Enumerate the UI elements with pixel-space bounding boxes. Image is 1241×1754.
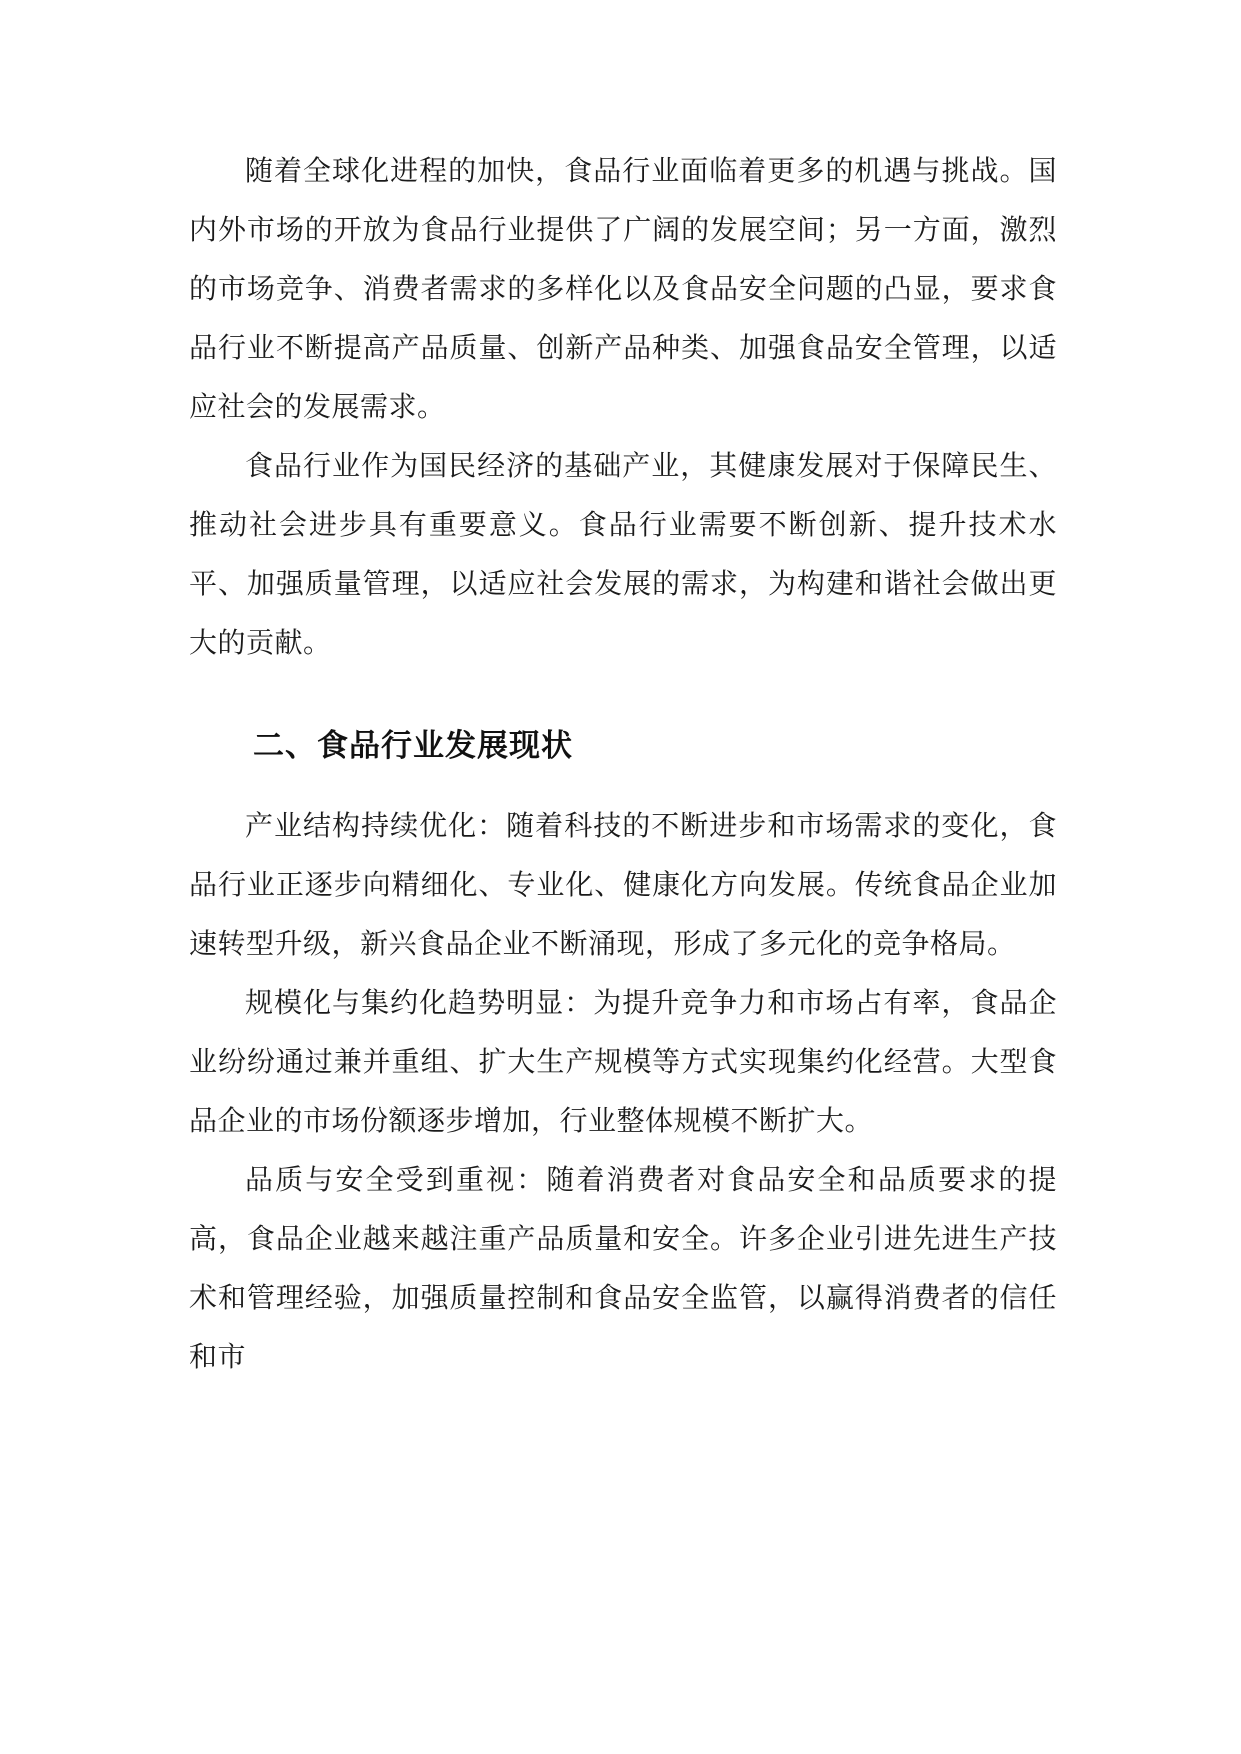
section-heading: 二、食品行业发展现状 — [253, 728, 573, 764]
section-paragraph: 产业结构持续优化：随着科技的不断进步和市场需求的变化，食品行业正逐步向精细化、专业化、健康化方向发展。传统食品企业加速转型升级，新兴食品企业不断涌现，形成了多元化的竞争格局。 — [189, 809, 1057, 960]
document-body — [189, 141, 1057, 1386]
intro-paragraph: 食品行业作为国民经济的基础产业，其健康发展对于保障民生、推动社会进步具有重要意义。食品行业需要不断创新、提升技术水平、加强质量管理，以适应社会发展的需求，为构建和谐社会做出更大的贡献。 — [189, 449, 1057, 659]
section-paragraph: 规模化与集约化趋势明显：为提升竞争力和市场占有率，食品企业纷纷通过兼并重组、扩大生产规模等方式实现集约化经营。大型食品企业的市场份额逐步增加，行业整体规模不断扩大。 — [189, 986, 1057, 1137]
section-paragraph: 品质与安全受到重视：随着消费者对食品安全和品质要求的提高，食品企业越来越注重产品质量和安全。许多企业引进先进生产技术和管理经验，加强质量控制和食品安全监管，以赢得消费者的信任和市 — [189, 1163, 1057, 1373]
intro-paragraph: 随着全球化进程的加快，食品行业面临着更多的机遇与挑战。国内外市场的开放为食品行业提供了广阔的发展空间；另一方面，激烈的市场竞争、消费者需求的多样化以及食品安全问题的凸显，要求食品行业不断提高产品质量、创新产品种类、加强食品安全管理，以适应社会的发展需求。 — [189, 154, 1057, 423]
